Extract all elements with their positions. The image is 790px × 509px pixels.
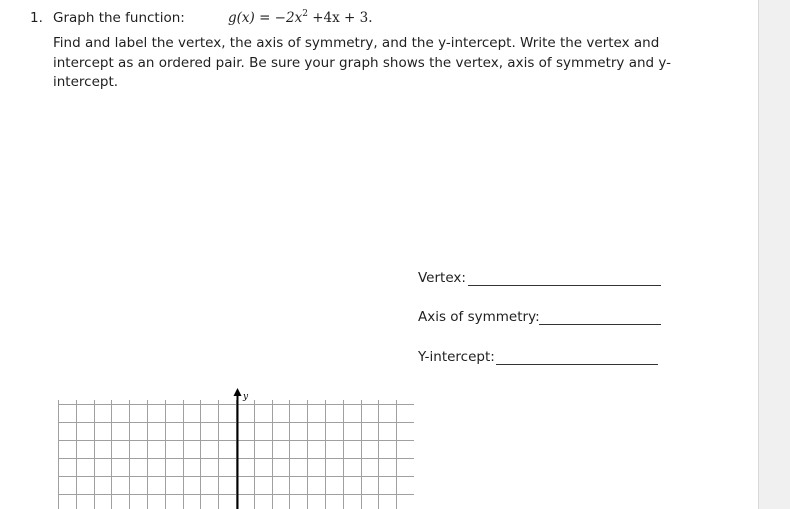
axis-label: Axis of symmetry:: [418, 309, 540, 325]
function-lhs: g(x) = −2x: [228, 10, 303, 26]
function-exponent: 2: [302, 9, 308, 19]
y-axis-arrow-icon: [234, 388, 242, 396]
question-prompt: Graph the function:: [53, 10, 185, 26]
vertex-answer-line[interactable]: [468, 285, 661, 286]
axis-answer-line[interactable]: [539, 324, 661, 325]
question-instructions: Find and label the vertex, the axis of symmetry, and the y-intercept. Write the vertex and intercept as an ordered pair. Be sure your graph shows the vertex, axis of symmetry and y-intercept.: [53, 35, 672, 90]
function-expression: [228, 9, 373, 26]
intercept-answer-line[interactable]: [496, 364, 658, 365]
window-right-gutter: [758, 0, 790, 509]
coordinate-grid[interactable]: [58, 386, 414, 509]
question-number: 1.: [30, 10, 43, 26]
function-rhs: +4x + 3.: [307, 10, 373, 26]
intercept-label: Y-intercept:: [418, 349, 495, 365]
vertex-label: Vertex:: [418, 270, 466, 286]
y-axis-label: y: [243, 392, 249, 402]
